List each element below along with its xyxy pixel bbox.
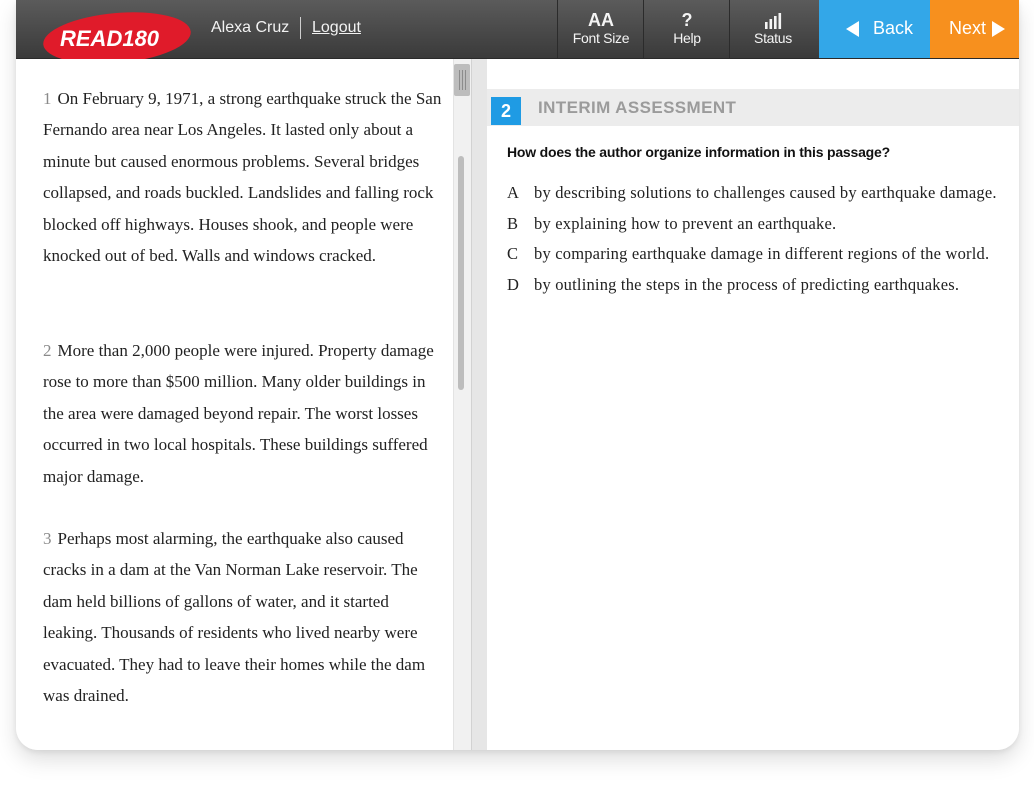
scrollbar-thumb[interactable] — [458, 156, 464, 390]
choice-letter: A — [507, 183, 520, 202]
answer-choices — [507, 180, 1007, 302]
assessment-title: INTERIM ASSESSMENT — [538, 98, 737, 117]
question-prompt: How does the author organize information in this passage? — [507, 144, 890, 160]
scroll-grip-handle[interactable] — [454, 64, 470, 96]
font-size-icon: AA — [588, 10, 614, 30]
paragraph-text: On February 9, 1971, a strong earthquake struck the San Fernando area near Los Angeles. It lasted only about a minute but caused enormous problems. Several bridges collapsed, and roads buckled. Landslides and falling rock blocked off highways. Houses shook, and people were knocked out of bed. Walls and windows cracked. — [43, 89, 442, 266]
svg-text:READ180: READ180 — [60, 26, 160, 51]
help-button[interactable] — [643, 0, 730, 58]
choice-letter: B — [507, 213, 519, 233]
answer-choice-a[interactable] — [507, 180, 1007, 206]
status-label: Status — [754, 30, 792, 46]
app-frame — [16, 0, 1019, 750]
read180-logo — [42, 12, 192, 64]
paragraph-number: 3 — [43, 529, 52, 548]
help-icon: ? — [681, 10, 693, 30]
paragraph-number: 1 — [43, 89, 52, 108]
question-pane — [487, 59, 1019, 750]
next-arrow-icon — [992, 21, 1005, 37]
back-label: Back — [873, 18, 914, 38]
choice-text: by explaining how to prevent an earthquake. — [534, 213, 837, 233]
passage-paragraph — [43, 335, 443, 492]
paragraph-text: Perhaps most alarming, the earthquake also caused cracks in a dam at the Van Norman Lake reservoir. The dam held billions of gallons of water, and it started leaking. Thousands of residents who lived nearby were evacuated. They had to leave their homes while the dam was drained. — [43, 529, 426, 706]
user-name: Alexa Cruz — [211, 19, 290, 36]
passage-paragraph — [43, 523, 443, 711]
header-divider — [300, 17, 301, 39]
assessment-header — [487, 89, 1019, 126]
choice-letter: D — [507, 274, 520, 294]
answer-choice-c[interactable] — [507, 241, 1007, 267]
top-toolbar — [16, 0, 1019, 59]
choice-text: by outlining the steps in the process of predicting earthquakes. — [534, 274, 960, 294]
paragraph-text: More than 2,000 people were injured. Property damage rose to more than $500 million. Many older buildings in the area were damaged beyond repair. The worst losses occurred in two local hospitals. These buildings suffered major damage. — [43, 341, 434, 486]
next-label: Next — [949, 18, 987, 38]
passage-paragraph — [43, 83, 443, 271]
question-number-badge: 2 — [491, 97, 521, 125]
back-arrow-icon — [846, 21, 859, 37]
choice-text: by comparing earthquake damage in different regions of the world. — [534, 244, 990, 263]
answer-choice-d[interactable] — [507, 272, 1007, 298]
font-size-button[interactable] — [557, 0, 644, 58]
reading-passage — [16, 59, 453, 750]
choice-letter: C — [507, 244, 519, 263]
status-bars-icon — [730, 10, 816, 30]
choice-text: by describing solutions to challenges caused by earthquake damage. — [534, 183, 997, 202]
logout-link[interactable]: Logout — [312, 19, 361, 36]
next-button[interactable] — [930, 0, 1019, 58]
answer-choice-b[interactable] — [507, 211, 1007, 237]
font-size-label: Font Size — [572, 30, 630, 46]
back-button[interactable] — [819, 0, 930, 58]
help-label: Help — [673, 30, 701, 46]
status-button[interactable] — [729, 0, 816, 58]
paragraph-number: 2 — [43, 341, 52, 360]
pane-divider[interactable] — [471, 59, 488, 750]
